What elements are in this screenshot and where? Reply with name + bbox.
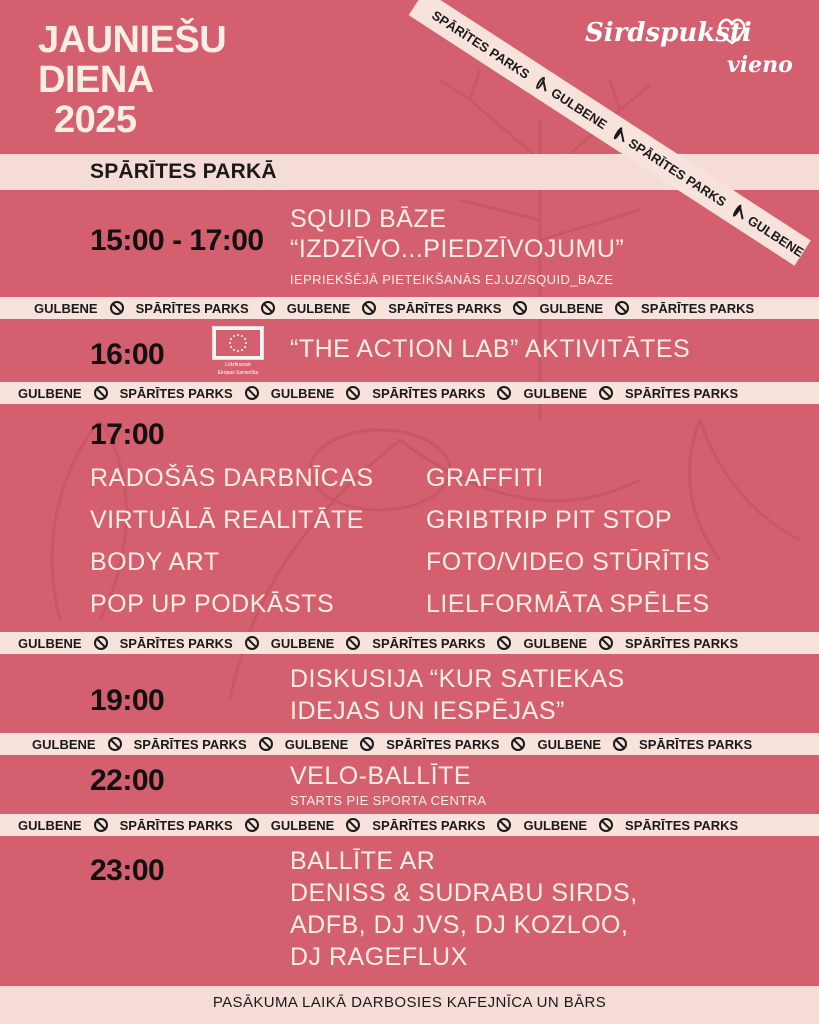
tape-word: GULBENE [270, 817, 335, 833]
no-sign-icon [599, 386, 613, 400]
tape-word: SPĀRĪTES PARKS [625, 817, 739, 833]
eu-stars-icon [213, 327, 263, 359]
logo-text-2: vieno [727, 52, 793, 78]
no-sign-icon [513, 301, 527, 315]
no-sign-icon [94, 386, 108, 400]
event-1-line-2: “IZDZĪVO...PIEDZĪVOJUMU” [290, 235, 625, 263]
tape-word: GULBENE [270, 385, 335, 401]
event-2-line-1: “THE ACTION LAB” AKTIVITĀTES [290, 335, 691, 363]
tape-word: GULBENE [18, 635, 82, 651]
event-4-line-1: DISKUSIJA “KUR SATIEKAS [290, 665, 625, 693]
heart-icon [715, 16, 749, 46]
tape-word: SPĀRĪTES PARKS [119, 385, 233, 401]
no-sign-icon [511, 737, 525, 751]
no-sign-icon [599, 636, 613, 650]
tape-word: SPĀRĪTES PARKS [372, 385, 486, 401]
event-1-line-1: SQUID BĀZE [290, 205, 447, 233]
no-sign-icon [346, 636, 360, 650]
event-6-line-1: BALLĪTE AR [290, 847, 436, 875]
tape-band [0, 814, 819, 836]
tape-word: SPĀRĪTES PARKS [119, 817, 233, 833]
no-sign-icon [346, 386, 360, 400]
eu-flag-icon [212, 326, 264, 360]
event-6-line-4: DJ RAGEFLUX [290, 943, 468, 971]
event-5-time: 22:00 [90, 764, 165, 797]
sirdspuksti-vieno-logo [585, 14, 805, 84]
event-6-time: 23:00 [90, 854, 165, 887]
no-sign-icon [615, 301, 629, 315]
tape-word: SPĀRĪTES PARKS [133, 736, 247, 752]
tape-word: SPĀRĪTES PARKS [135, 300, 249, 316]
event-6-line-3: ADFB, DJ JVS, DJ KOZLOO, [290, 911, 629, 939]
footer-note: PASĀKUMA LAIKĀ DARBOSIES KAFEJNĪCA UN BĀRS [212, 994, 607, 1011]
no-sign-icon [245, 818, 259, 832]
eu-caption-1: Līdzfinansē [225, 362, 251, 368]
no-sign-icon [110, 301, 124, 315]
event-2-time: 16:00 [90, 338, 165, 371]
tape-word: GULBENE [18, 385, 82, 401]
activity-item: BODY ART [90, 548, 220, 576]
event-1-note: IEPRIEKŠĒJĀ PIETEIKŠANĀS EJ.UZ/SQUID_BAZE [290, 272, 614, 287]
tape-word: SPĀRĪTES PARKS [388, 300, 502, 316]
title-year: 2025 [54, 99, 137, 141]
tape-word: GULBENE [284, 736, 349, 752]
activity-item: LIELFORMĀTA SPĒLES [426, 590, 710, 618]
event-title [38, 20, 226, 140]
event-4-time: 19:00 [90, 684, 165, 717]
diag-word: GULBENE [745, 212, 807, 260]
tape-word: GULBENE [539, 300, 604, 316]
activity-item: FOTO/VIDEO STŪRĪTIS [426, 548, 711, 576]
tape-word: SPĀRĪTES PARKS [625, 385, 739, 401]
no-sign-icon [94, 818, 108, 832]
event-5-note: STARTS PIE SPORTA CENTRA [290, 793, 487, 808]
event-4-line-2: IDEJAS UN IESPĒJAS” [290, 697, 565, 725]
no-sign-icon [497, 636, 511, 650]
no-sign-icon [261, 301, 275, 315]
no-sign-icon [497, 386, 511, 400]
title-line-2: DIENA [38, 59, 154, 101]
tape-band [0, 632, 819, 654]
no-sign-icon [94, 636, 108, 650]
no-sign-icon [612, 126, 624, 140]
no-sign-icon [360, 737, 374, 751]
diag-word: SPĀRĪTES PARKS [429, 7, 533, 82]
activity-item: VIRTUĀLĀ REALITĀTE [90, 506, 364, 534]
tape-word: GULBENE [270, 635, 335, 651]
no-sign-icon [259, 737, 273, 751]
no-sign-icon [245, 636, 259, 650]
tape-word: SPĀRĪTES PARKS [372, 817, 486, 833]
logo-text-1: Sirdspuksti [585, 18, 752, 48]
event-1-time: 15:00 - 17:00 [90, 224, 264, 257]
tape-word: GULBENE [18, 817, 82, 833]
event-5-line-1: VELO-BALLĪTE [290, 762, 472, 790]
event-6-line-2: DENISS & SUDRABU SIRDS, [290, 879, 638, 907]
activity-item: GRAFFITI [426, 464, 544, 492]
activity-item: RADOŠĀS DARBNĪCAS [90, 464, 374, 492]
tape-word: SPĀRĪTES PARKS [119, 635, 233, 651]
no-sign-icon [731, 203, 743, 217]
tape-band [0, 297, 819, 319]
no-sign-icon [613, 737, 627, 751]
tape-word: SPĀRĪTES PARKS [625, 635, 739, 651]
no-sign-icon [346, 818, 360, 832]
tape-word: GULBENE [34, 300, 98, 316]
tape-word: GULBENE [537, 736, 602, 752]
activity-item: GRIBTRIP PIT STOP [426, 506, 673, 534]
diag-word: GULBENE [548, 84, 611, 132]
tape-word: GULBENE [523, 385, 588, 401]
no-sign-icon [245, 386, 259, 400]
diag-word: SPĀRĪTES PARKS [626, 134, 730, 210]
no-sign-icon [362, 301, 376, 315]
no-sign-icon [497, 818, 511, 832]
no-sign-icon [535, 76, 547, 90]
tape-word: SPĀRĪTES PARKS [639, 736, 753, 752]
tape-band [0, 382, 819, 404]
no-sign-icon [599, 818, 613, 832]
tape-word: SPĀRĪTES PARKS [386, 736, 500, 752]
tape-word: GULBENE [286, 300, 351, 316]
tape-word: SPĀRĪTES PARKS [372, 635, 486, 651]
eu-caption-2: Eiropas Savienība [217, 370, 259, 376]
eu-cofunded-logo [212, 326, 264, 374]
activity-item: POP UP PODKĀSTS [90, 590, 335, 618]
no-sign-icon [108, 737, 122, 751]
venue-heading: SPĀRĪTES PARKĀ [90, 160, 277, 183]
tape-word: GULBENE [523, 817, 588, 833]
tape-word: GULBENE [523, 635, 588, 651]
title-line-1: JAUNIEŠU [38, 19, 227, 61]
tape-word: GULBENE [32, 736, 96, 752]
event-3-time: 17:00 [90, 418, 165, 451]
tape-band [0, 733, 819, 755]
tape-word: SPĀRĪTES PARKS [641, 300, 755, 316]
